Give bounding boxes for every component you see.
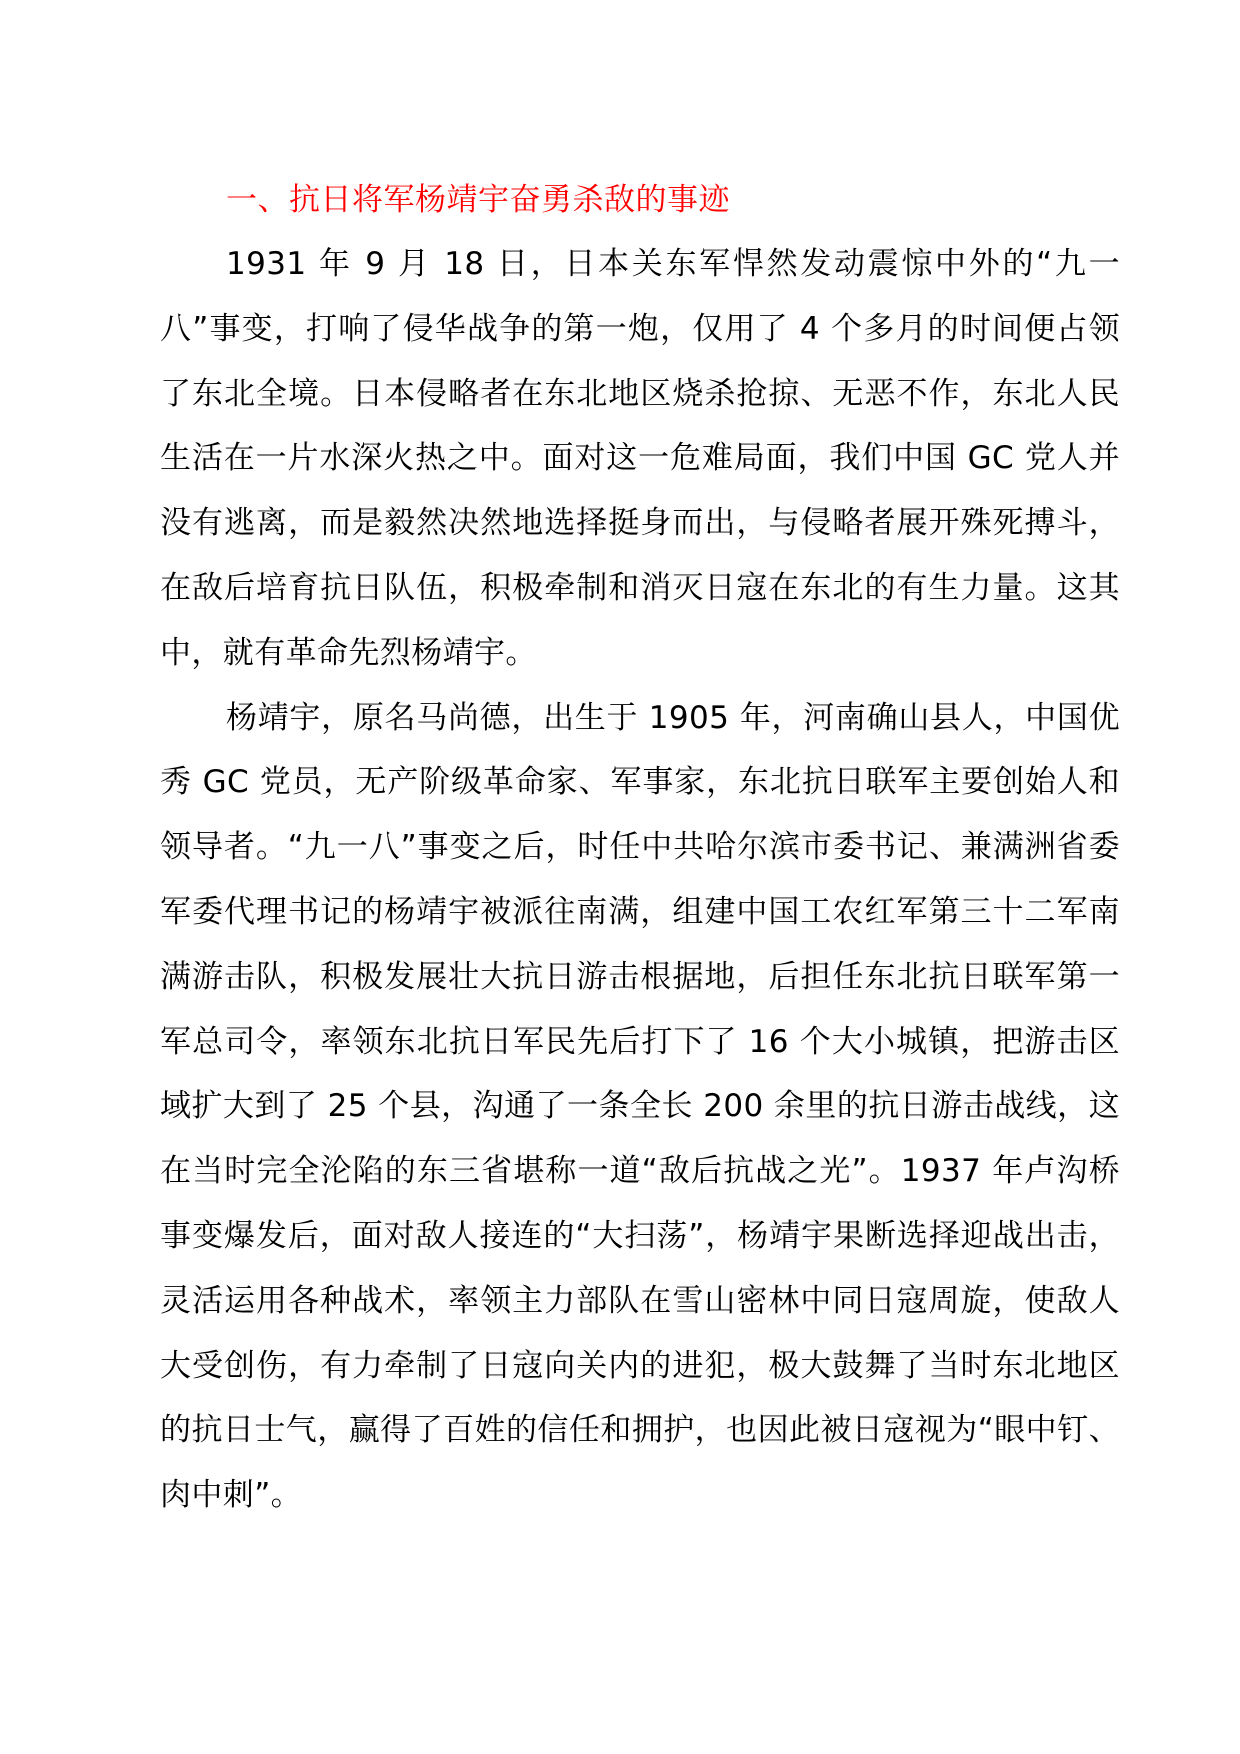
section-heading: 一、抗日将军杨靖宇奋勇杀敌的事迹	[226, 182, 730, 218]
paragraph-september-18-incident: 1931 年 9 月 18 日，日本关东军悍然发动震惊中外的“九一八”事变，打响了侵华战争的第一炮，仅用了 4 个多月的时间便占领了东北全境。日本侵略者在东北地区烧杀抢掠、无恶不作，东北人民生活在一片水深火热之中。面对这一危难局面，我们中国 GC 党人并没有逃离，而是毅然决然地选择挺身而出，与侵略者展开殊死搏斗，在敌后培育抗日队伍，积极牵制和消灭日寇在东北的有生力量。这其中，就有革命先烈杨靖宇。	[160, 246, 1120, 671]
paragraph-yang-jingyu-biography: 杨靖宇，原名马尚德，出生于 1905 年，河南确山县人，中国优秀 GC 党员，无产阶级革命家、军事家，东北抗日联军主要创始人和领导者。“九一八”事变之后，时任中共哈尔滨市委书记、兼满洲省委军委代理书记的杨靖宇被派往南满，组建中国工农红军第三十二军南满游击队，积极发展壮大抗日游击根据地，后担任东北抗日联军第一军总司令，率领东北抗日军民先后打下了 16 个大小城镇，把游击区域扩大到了 25 个县，沟通了一条全长 200 余里的抗日游击战线，这在当时完全沦陷的东三省堪称一道“敌后抗战之光”。1937 年卢沟桥事变爆发后，面对敌人接连的“大扫荡”，杨靖宇果断选择迎战出击，灵活运用各种战术，率领主力部队在雪山密林中同日寇周旋，使敌人大受创伤，有力牵制了日寇向关内的进犯，极大鼓舞了当时东北地区的抗日士气，赢得了百姓的信任和拥护，也因此被日寇视为“眼中钉、肉中刺”。	[160, 699, 1120, 1514]
document-body	[160, 168, 1120, 1528]
